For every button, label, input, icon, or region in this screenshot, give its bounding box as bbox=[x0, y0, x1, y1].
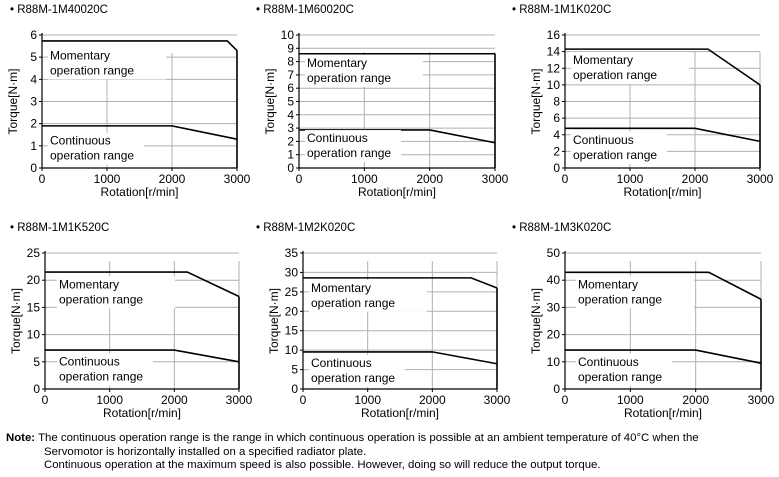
y-tick-label: 4 bbox=[287, 107, 294, 122]
momentary-label-line-2: operation range bbox=[59, 292, 144, 307]
chart-title: • R88M-1M1K520C bbox=[10, 222, 110, 234]
y-tick-label: 16 bbox=[546, 28, 560, 42]
y-tick-label: 40 bbox=[546, 273, 560, 288]
x-tick-label: 0 bbox=[299, 393, 307, 407]
x-axis-label: Rotation[r/min] bbox=[623, 185, 702, 199]
y-tick-label: 8 bbox=[287, 54, 294, 69]
x-tick-label: 2000 bbox=[681, 172, 709, 186]
y-tick-label: 2 bbox=[30, 116, 37, 131]
note-text-line-3: Continuous operation at the maximum speed is also possible. However, doing so will reduce the output torque. bbox=[44, 459, 601, 472]
x-tick-label: 0 bbox=[38, 172, 46, 186]
momentary-label-line-2: operation range bbox=[573, 68, 658, 83]
y-tick-label: 2 bbox=[553, 144, 560, 159]
y-axis-label: Torque[N·m] bbox=[263, 68, 277, 135]
y-tick-label: 12 bbox=[546, 61, 560, 76]
y-axis-label: Torque[N·m] bbox=[6, 68, 20, 135]
y-tick-label: 5 bbox=[30, 50, 37, 65]
x-axis-label: Rotation[r/min] bbox=[100, 185, 179, 199]
y-tick-label: 6 bbox=[30, 28, 37, 42]
y-tick-label: 0 bbox=[291, 382, 298, 396]
y-tick-label: 5 bbox=[33, 354, 40, 369]
x-tick-label: 1000 bbox=[96, 393, 124, 407]
x-tick-label: 3000 bbox=[746, 172, 774, 186]
x-tick-label: 3000 bbox=[747, 393, 775, 407]
x-tick-label: 3000 bbox=[225, 393, 253, 407]
momentary-label-line-1: Momentary bbox=[573, 53, 634, 68]
x-tick-label: 0 bbox=[41, 393, 49, 407]
momentary-label-line-2: operation range bbox=[50, 63, 135, 78]
y-tick-label: 7 bbox=[287, 67, 294, 82]
x-axis-label: Rotation[r/min] bbox=[102, 406, 182, 420]
y-tick-label: 0 bbox=[30, 161, 37, 175]
y-tick-label: 10 bbox=[280, 28, 294, 42]
note-text-line-1: The continuous operation range is the range in which continuous operation is possible at an ambient temperature of 40°C when the bbox=[38, 432, 699, 444]
y-tick-label: 6 bbox=[287, 81, 294, 96]
x-tick-label: 1000 bbox=[350, 172, 378, 186]
y-tick-label: 10 bbox=[284, 343, 298, 358]
y-tick-label: 0 bbox=[553, 161, 560, 175]
continuous-label-line-2: operation range bbox=[578, 369, 663, 384]
y-tick-label: 0 bbox=[33, 382, 40, 396]
x-tick-label: 3000 bbox=[483, 393, 511, 407]
note-label: Note: bbox=[6, 432, 36, 444]
chart-title: • R88M-1M3K020C bbox=[512, 222, 612, 234]
x-tick-label: 0 bbox=[561, 393, 569, 407]
y-tick-label: 3 bbox=[287, 121, 294, 136]
momentary-label-line-2: operation range bbox=[307, 70, 392, 85]
continuous-label-line-2: operation range bbox=[307, 146, 392, 161]
x-tick-label: 0 bbox=[295, 172, 303, 186]
momentary-label-line-1: Momentary bbox=[578, 277, 639, 292]
y-tick-label: 15 bbox=[284, 323, 298, 338]
continuous-label-line-1: Continuous bbox=[578, 354, 639, 369]
y-axis-label: Torque[N·m] bbox=[267, 287, 281, 355]
x-tick-label: 2000 bbox=[158, 172, 186, 186]
momentary-label-line-1: Momentary bbox=[311, 280, 372, 295]
x-axis-label: Rotation[r/min] bbox=[357, 185, 437, 199]
momentary-label-line-1: Momentary bbox=[59, 277, 120, 292]
y-tick-label: 15 bbox=[26, 300, 40, 315]
y-tick-label: 25 bbox=[284, 284, 298, 299]
y-tick-label: 20 bbox=[546, 327, 560, 342]
momentary-label-line-2: operation range bbox=[311, 295, 396, 310]
continuous-label-line-1: Continuous bbox=[59, 354, 120, 369]
continuous-label-line-1: Continuous bbox=[573, 132, 634, 147]
y-tick-label: 5 bbox=[287, 94, 294, 109]
x-tick-label: 1000 bbox=[616, 172, 644, 186]
y-tick-label: 0 bbox=[553, 382, 560, 396]
x-tick-label: 1000 bbox=[616, 393, 644, 407]
chart-title: • R88M-1M2K020C bbox=[256, 222, 356, 234]
note-text-line-2: Servomotor is horizontally installed on a specified radiator plate. bbox=[44, 445, 367, 458]
y-tick-label: 3 bbox=[30, 94, 37, 109]
y-tick-label: 25 bbox=[26, 246, 40, 260]
y-tick-label: 20 bbox=[26, 273, 40, 288]
y-tick-label: 10 bbox=[26, 327, 40, 342]
momentary-label-line-1: Momentary bbox=[307, 55, 368, 70]
y-tick-label: 1 bbox=[287, 147, 294, 162]
y-tick-label: 20 bbox=[284, 304, 298, 319]
y-tick-label: 2 bbox=[287, 134, 294, 149]
y-tick-label: 14 bbox=[546, 44, 560, 59]
note-section bbox=[6, 432, 776, 473]
y-tick-label: 50 bbox=[546, 246, 560, 260]
x-tick-label: 0 bbox=[561, 172, 569, 186]
y-tick-label: 5 bbox=[291, 362, 298, 377]
continuous-label-line-2: operation range bbox=[573, 147, 658, 162]
x-tick-label: 3000 bbox=[223, 172, 251, 186]
y-tick-label: 35 bbox=[284, 246, 298, 260]
chart-title: • R88M-1M1K020C bbox=[512, 4, 612, 16]
continuous-label-line-1: Continuous bbox=[307, 131, 368, 146]
continuous-label-line-2: operation range bbox=[50, 148, 135, 163]
continuous-label-line-2: operation range bbox=[311, 370, 396, 385]
chart-title: • R88M-1M60020C bbox=[256, 4, 354, 16]
y-tick-label: 4 bbox=[553, 127, 560, 142]
chart-title: • R88M-1M40020C bbox=[10, 4, 108, 16]
x-tick-label: 2000 bbox=[682, 393, 710, 407]
y-tick-label: 9 bbox=[287, 41, 294, 56]
x-tick-label: 2000 bbox=[416, 172, 444, 186]
x-axis-label: Rotation[r/min] bbox=[360, 406, 440, 420]
y-tick-label: 1 bbox=[30, 138, 37, 153]
x-tick-label: 2000 bbox=[160, 393, 188, 407]
x-tick-label: 1000 bbox=[93, 172, 121, 186]
y-tick-label: 0 bbox=[287, 161, 294, 175]
continuous-label-line-1: Continuous bbox=[311, 355, 372, 370]
y-tick-label: 10 bbox=[546, 77, 560, 92]
x-tick-label: 2000 bbox=[418, 393, 446, 407]
continuous-label-line-2: operation range bbox=[59, 369, 144, 384]
y-axis-label: Torque[N·m] bbox=[529, 287, 543, 355]
y-tick-label: 30 bbox=[546, 300, 560, 315]
y-tick-label: 30 bbox=[284, 265, 298, 280]
y-tick-label: 4 bbox=[30, 72, 37, 87]
momentary-label-line-1: Momentary bbox=[50, 48, 111, 63]
y-tick-label: 8 bbox=[553, 94, 560, 109]
y-tick-label: 6 bbox=[553, 111, 560, 126]
y-axis-label: Torque[N·m] bbox=[9, 287, 23, 355]
y-axis-label: Torque[N·m] bbox=[529, 68, 543, 135]
x-tick-label: 1000 bbox=[354, 393, 382, 407]
y-tick-label: 10 bbox=[546, 354, 560, 369]
momentary-label-line-2: operation range bbox=[578, 292, 663, 307]
x-axis-label: Rotation[r/min] bbox=[623, 406, 703, 420]
x-tick-label: 3000 bbox=[481, 172, 509, 186]
continuous-label-line-1: Continuous bbox=[50, 133, 111, 148]
